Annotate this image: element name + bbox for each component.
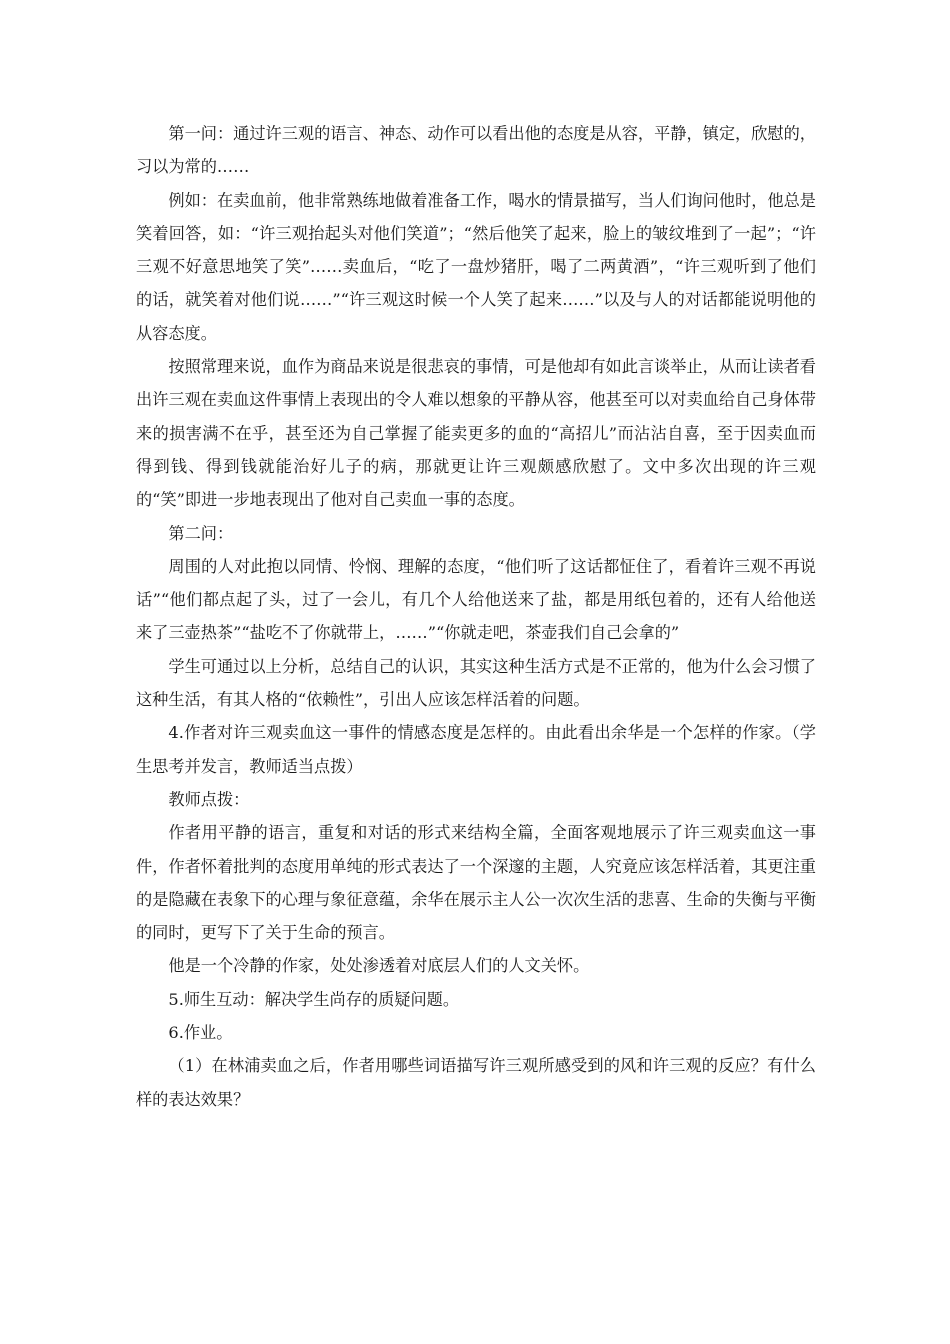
paragraph-common-sense: 按照常理来说，血作为商品来说是很悲哀的事情，可是他却有如此言谈举止，从而让读者看出许三观在卖血这件事情上表现出的令人难以想象的平静从容，他甚至可以对卖血给自己身体带来的损害满不在乎，甚至还为自己掌握了能卖更多的血的“高招儿”而沾沾自喜，至于因卖血而得到钱、得到钱就能治好儿子的病，那就更让许三观颇感欣慰了。文中多次出现的许三观的“笑”即进一步地表现出了他对自己卖血一事的态度。 <box>136 357 816 510</box>
paragraph-calm-writer: 他是一个冷静的作家，处处渗透着对底层人们的人文关怀。 <box>168 956 590 976</box>
paragraph-first-question: 第一问：通过许三观的语言、神态、动作可以看出他的态度是从容，平静，镇定，欣慰的，习以为常的…… <box>136 124 816 177</box>
paragraph-item-6: 6.作业。 <box>168 1023 233 1043</box>
paragraph-teacher-guidance-heading: 教师点拨： <box>168 789 250 809</box>
paragraph-second-question-heading: 第二问： <box>168 523 234 543</box>
paragraph-homework-1: （1）在林浦卖血之后，作者用哪些词语描写许三观所感受到的风和许三观的反应？有什么样的表达效果？ <box>136 1056 816 1109</box>
document-body <box>136 117 816 1116</box>
paragraph-student-analysis: 学生可通过以上分析，总结自己的认识，其实这种生活方式是不正常的，他为什么会习惯了这种生活，有其人格的“依赖性”，引出人应该怎样活着的问题。 <box>136 656 816 710</box>
paragraph-example: 例如：在卖血前，他非常熟练地做着准备工作，喝水的情景描写，当人们询问他时，他总是笑着回答，如：“许三观抬起头对他们笑道”；“然后他笑了起来，脸上的皱纹堆到了一起”；“许三观不好意思地笑了笑”……卖血后，“吃了一盘炒猪肝，喝了二两黄酒”，“许三观听到了他们的话，就笑着对他们说……”“许三观这时候一个人笑了起来……”以及与人的对话都能说明他的从容态度。 <box>136 190 816 343</box>
paragraph-item-5: 5.师生互动：解决学生尚存的质疑问题。 <box>168 989 460 1009</box>
paragraph-surrounding-people: 周围的人对此抱以同情、怜悯、理解的态度，“他们听了这话都怔住了，看着许三观不再说话”“他们都点起了头，过了一会儿，有几个人给他送来了盐，都是用纸包着的，还有人给他送来了三壶热茶”“盐吃不了你就带上，……”“你就走吧，茶壶我们自己会拿的” <box>136 556 816 643</box>
paragraph-item-4: 4.作者对许三观卖血这一事件的情感态度是怎样的。由此看出余华是一个怎样的作家。（学生思考并发言，教师适当点拨） <box>136 723 816 776</box>
paragraph-teacher-guidance: 作者用平静的语言，重复和对话的形式来结构全篇，全面客观地展示了许三观卖血这一事件，作者怀着批判的态度用单纯的形式表达了一个深邃的主题，人究竟应该怎样活着，其更注重的是隐藏在表象下的心理与象征意蕴，余华在展示主人公一次次生活的悲喜、生命的失衡与平衡的同时，更写下了关于生命的预言。 <box>136 823 816 943</box>
